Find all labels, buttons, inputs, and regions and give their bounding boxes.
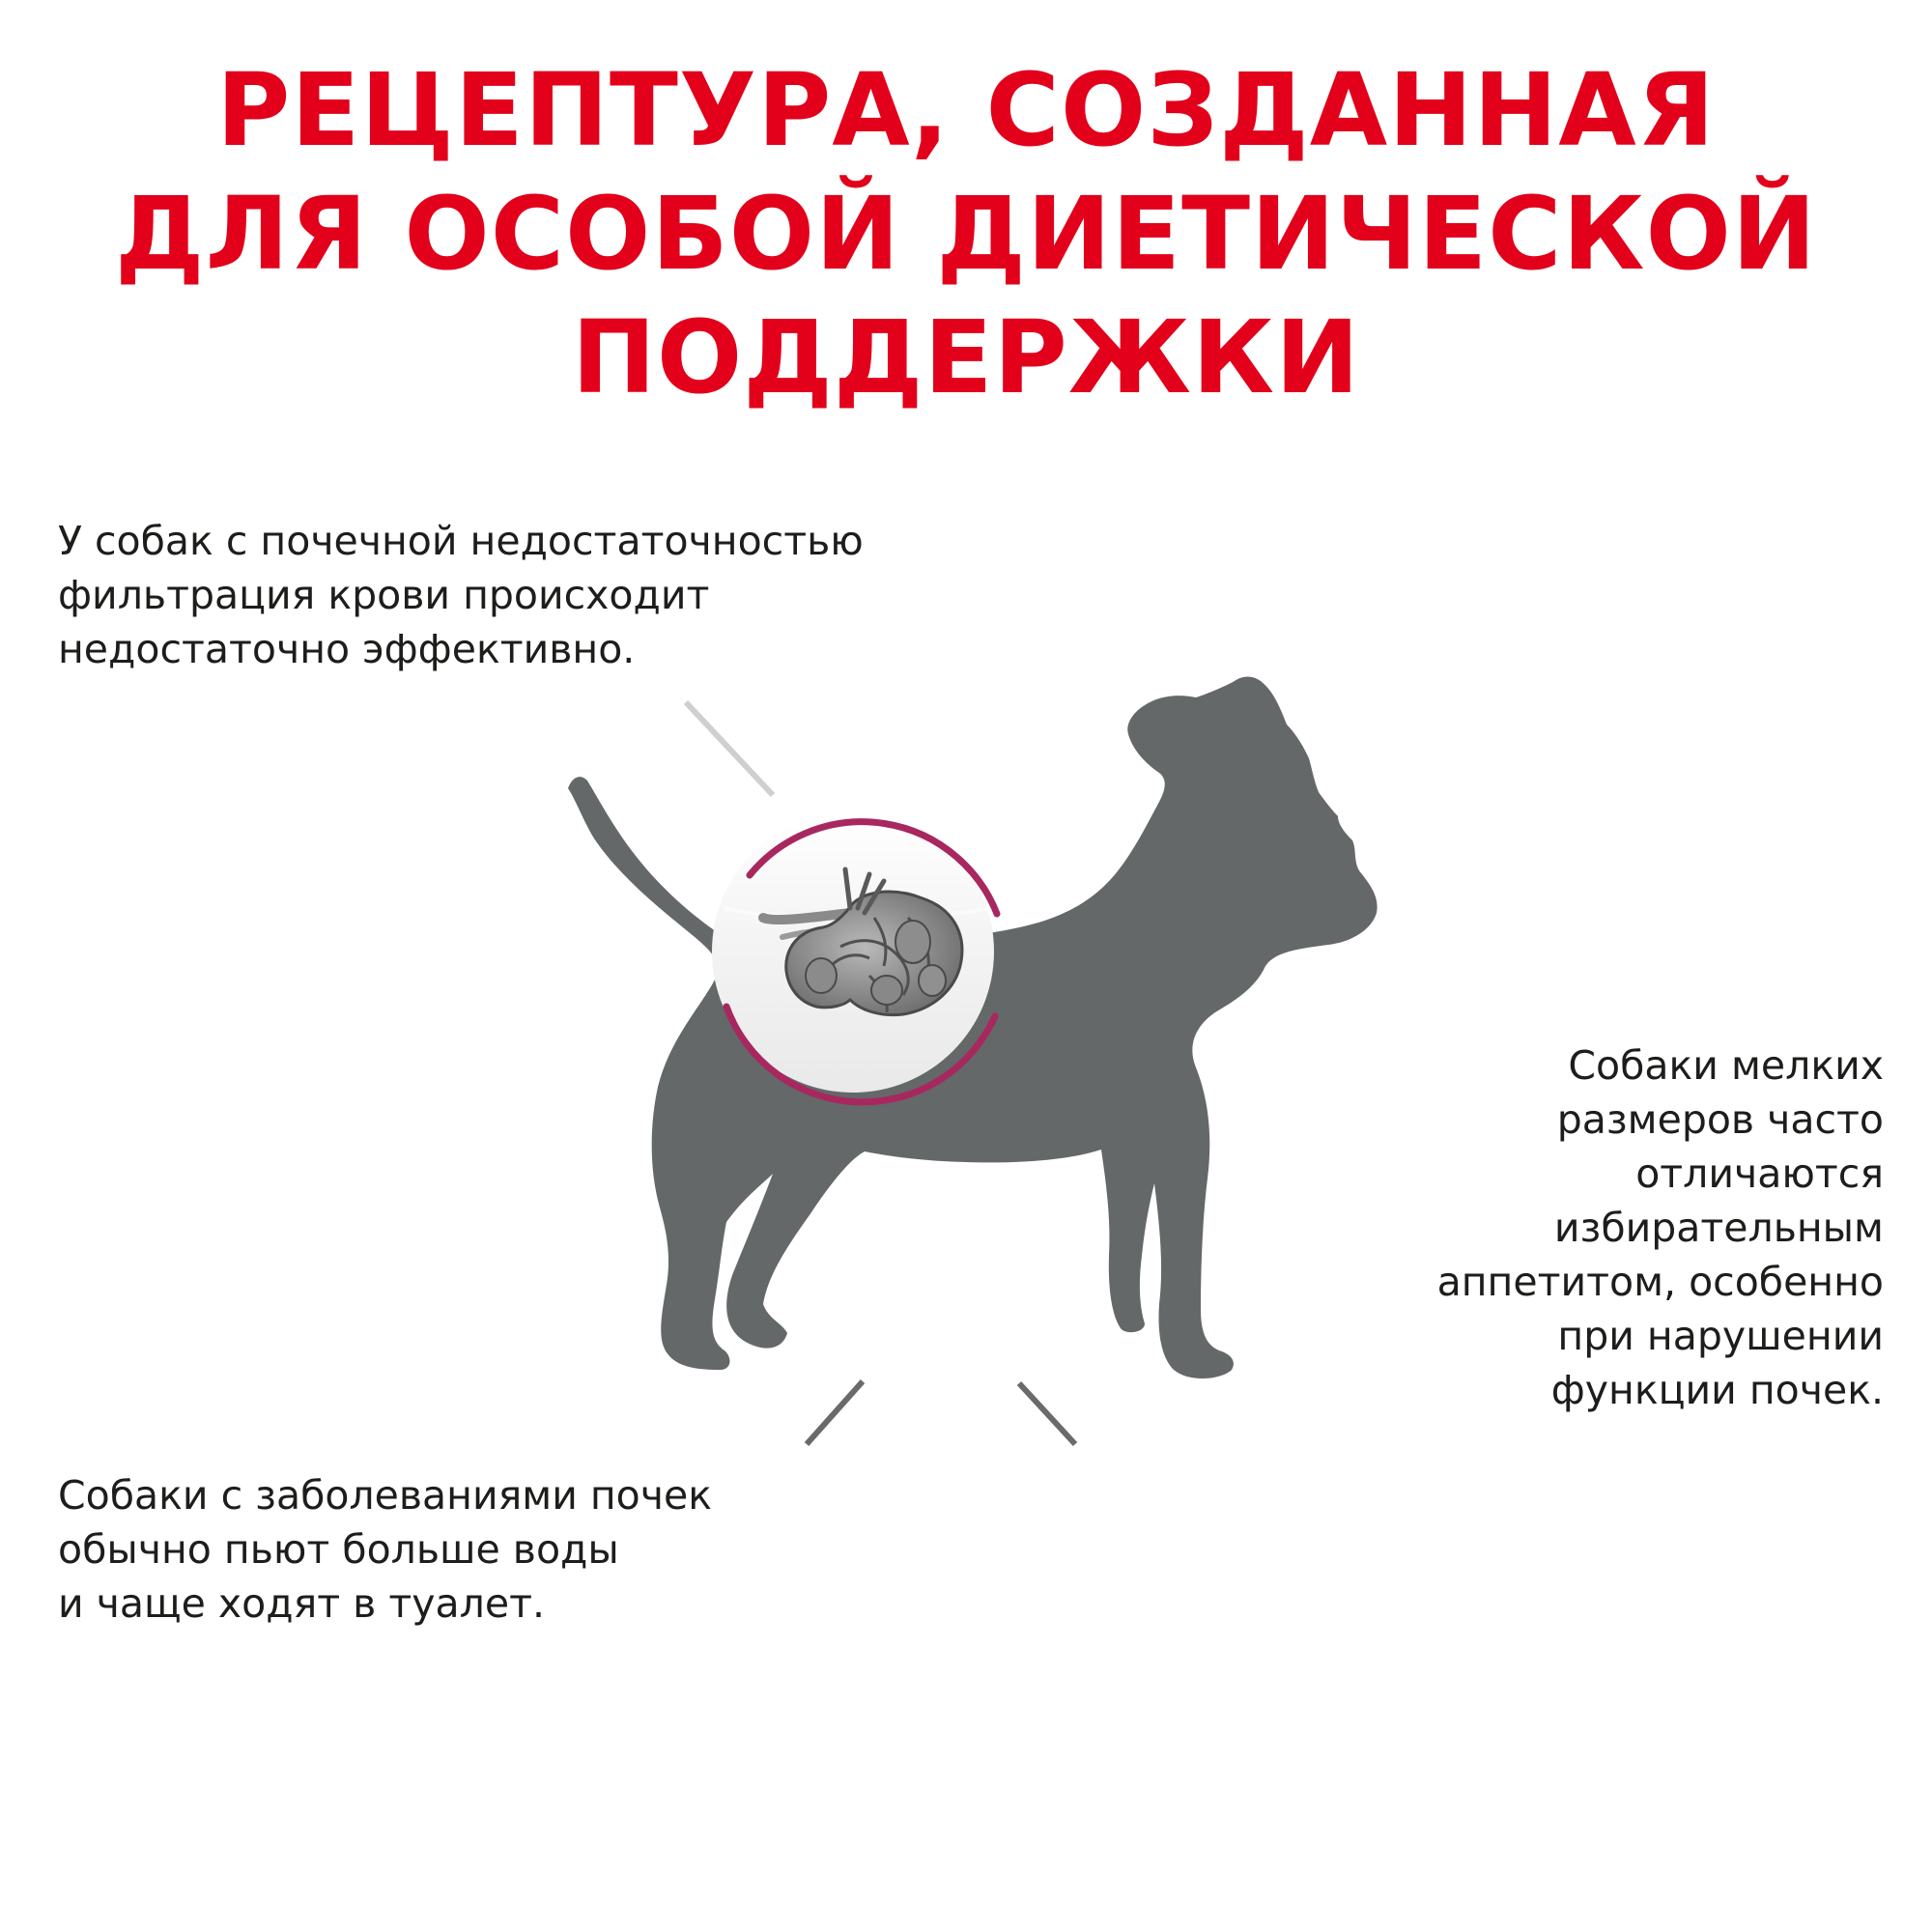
headline-line-2: ДЛЯ ОСОБОЙ ДИЕТИЧЕСКОЙ <box>115 175 1817 293</box>
callout-appetite-line-6: при нарушении <box>1557 1313 1884 1359</box>
callout-appetite-line-5: аппетитом, особенно <box>1436 1259 1884 1305</box>
callout-water-line-1: Собаки с заболеваниями почек <box>58 1472 712 1519</box>
callout-kidney-line-1: У собак с почечной недостаточностью <box>58 518 864 564</box>
dog-body-icon <box>568 676 1378 1378</box>
callout-appetite-line-4: избирательным <box>1553 1205 1884 1251</box>
callout-appetite-line-7: функции почек. <box>1550 1367 1884 1413</box>
callout-line-top <box>58 702 773 795</box>
callout-line-bottom-left <box>58 1381 863 1444</box>
headline-line-3: ПОДДЕРЖКИ <box>571 298 1361 416</box>
callout-kidney-line-2: фильтрация крови происходит <box>58 572 710 618</box>
headline-line-1: РЕЦЕПТУРА, СОЗДАННАЯ <box>216 51 1716 169</box>
callout-appetite-line-3: отличаются <box>1635 1151 1884 1197</box>
callout-line-bottom-right <box>1019 1383 1889 1444</box>
callout-kidney-line-3: недостаточно эффективно. <box>58 626 636 672</box>
callout-appetite-line-2: размеров часто <box>1556 1096 1884 1143</box>
callout-appetite-line-1: Собаки мелких <box>1568 1042 1884 1089</box>
callout-water-line-3: и чаще ходят в туалет. <box>58 1580 545 1627</box>
callout-water-line-2: обычно пьют больше воды <box>58 1526 619 1573</box>
